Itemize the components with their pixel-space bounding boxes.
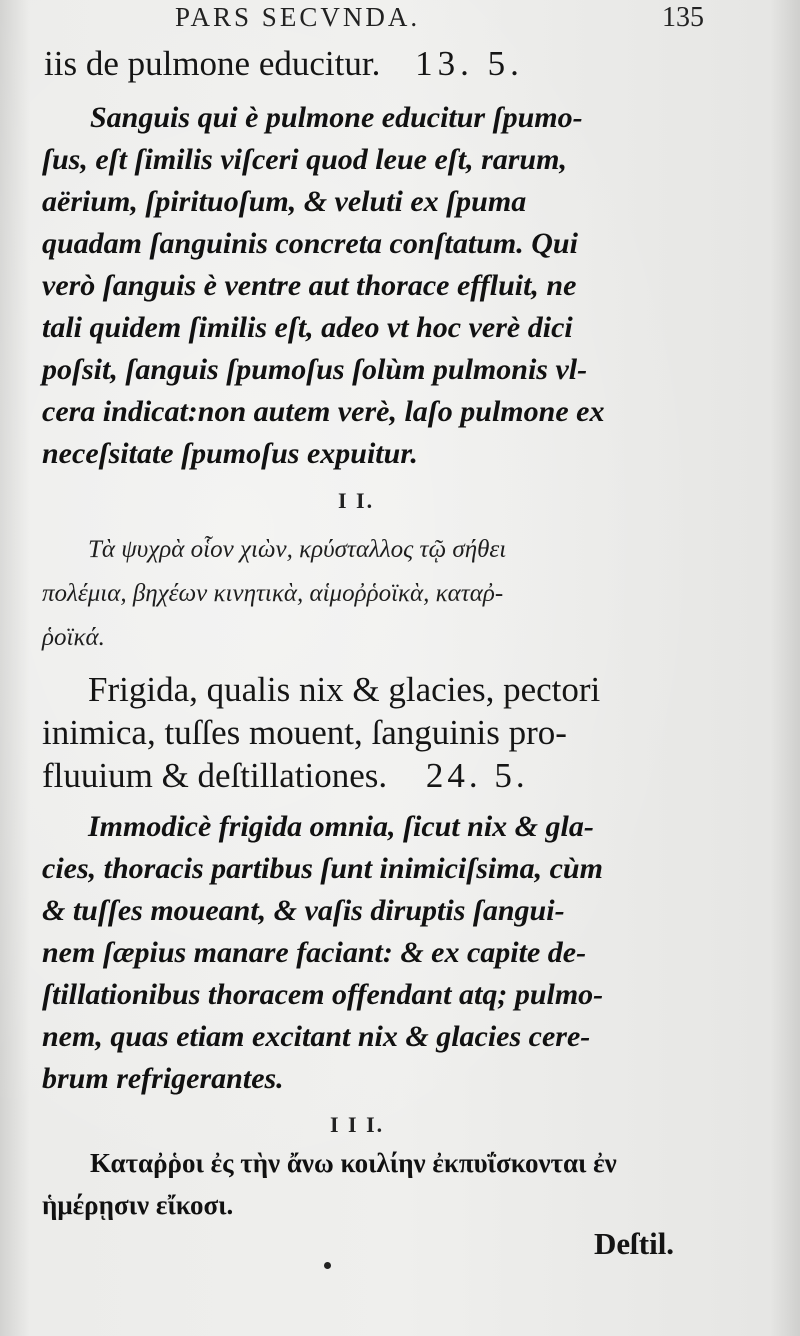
greek-line: Καταῤῥοι ἐς τὴν ἄνω κοιλίην ἐκπυΐσκονται ἐν (90, 1148, 617, 1178)
commentary-line: aërium, ſpirituoſum, & veluti ex ſpuma (42, 185, 527, 218)
page-header (0, 2, 800, 34)
page-number: 135 (662, 2, 704, 33)
commentary-line: verò ſanguis è ventre aut thorace effluit, ne (42, 269, 577, 302)
commentary-line: neceſsitate ſpumoſus expuitur. (42, 437, 418, 470)
commentary-line: ſtillationibus thoracem offendant atq; pulmo- (42, 978, 604, 1011)
commentary-line: cies, thoracis partibus ſunt inimiciſsima, cùm (42, 852, 603, 885)
greek-line: ἡμέρῃσιν εἴκοσι. (42, 1190, 234, 1220)
commentary-line: nem, quas etiam excitant nix & glacies cere- (42, 1020, 591, 1053)
lemma-text: iis de pulmone educitur. (44, 44, 381, 83)
section-number: I I. (338, 488, 375, 513)
commentary-line: Sanguis qui è pulmone educitur ſpumo- (90, 101, 583, 134)
lemma-reference: 13. 5. (415, 44, 524, 83)
section-number: I I I. (330, 1112, 385, 1137)
commentary-line: & tuſſes moueant, & vaſis diruptis ſangui- (42, 894, 565, 927)
latin-line: inimica, tuſſes mouent, ſanguinis pro- (42, 713, 567, 752)
greek-line: Τὰ ψυχρὰ οἷον χιὼν, κρύσταλλος τῷ σήθει (88, 536, 507, 563)
commentary-line: nem ſæpius manare faciant: & ex capite de- (42, 936, 587, 969)
latin-line: Frigida, qualis nix & glacies, pectori (88, 670, 601, 709)
catchword: Deſtil. (594, 1226, 675, 1261)
commentary-line: brum refrigerantes. (42, 1062, 284, 1095)
commentary-line: tali quidem ſimilis eſt, adeo vt hoc verè dici (42, 311, 573, 344)
lemma-line (44, 44, 524, 84)
running-title: PARS SECVNDA. (175, 2, 421, 32)
commentary-line: quadam ſanguinis concreta conſtatum. Qui (42, 227, 578, 260)
aphorism-reference: 24. 5. (425, 756, 529, 795)
commentary-line: poſsit, ſanguis ſpumoſus ſolùm pulmonis vl- (42, 353, 588, 386)
greek-line: ῥοϊκά. (42, 624, 105, 651)
commentary-line: ſus, eſt ſimilis viſceri quod leue eſt, rarum, (42, 143, 567, 176)
commentary-line: Immodicè frigida omnia, ſicut nix & gla- (88, 810, 594, 843)
ink-dot (324, 1262, 331, 1269)
latin-line (42, 756, 529, 796)
commentary-line: cera indicat:non autem verè, laſo pulmone ex (42, 395, 605, 428)
greek-line: πολέμια, βηχέων κινητικὰ, αἱμοῤῥοϊκὰ, καταῤ- (42, 580, 504, 607)
latin-text: fluuium & deſtillationes. (42, 756, 388, 795)
